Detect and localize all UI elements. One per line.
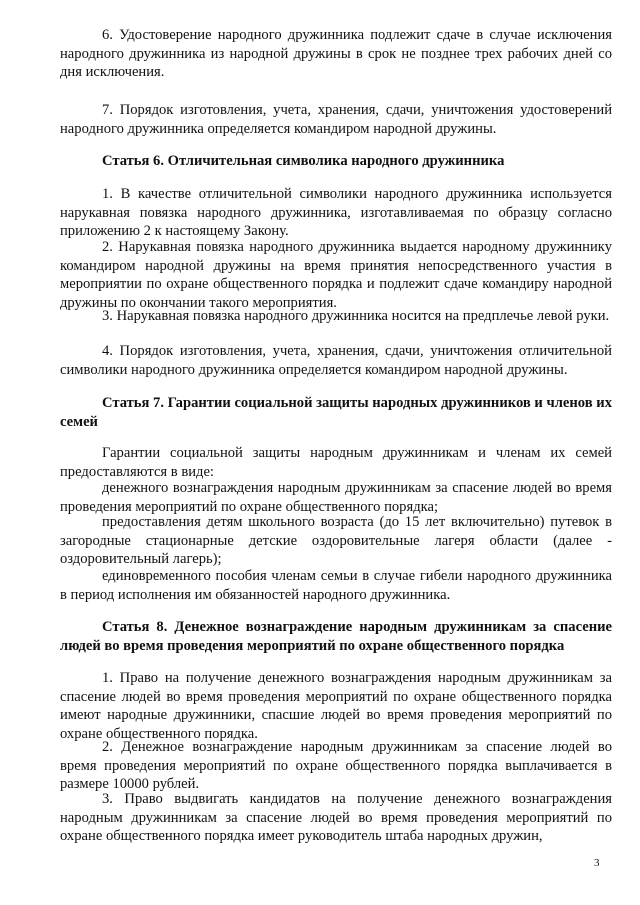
article-6-heading: Статья 6. Отличительная символика народного дружинника: [102, 153, 505, 169]
paragraph-7-certificate-procedure: 7. Порядок изготовления, учета, хранения, сдачи, уничтожения удостоверений народного дружинника определяется командиром народной дружины.: [60, 102, 612, 137]
article-8-heading: Статья 8. Денежное вознаграждение народным дружинникам за спасение людей во время проведения мероприятий по охране общественного порядка: [60, 619, 612, 654]
article-6-paragraph-3: 3. Нарукавная повязка народного дружинника носится на предплечье левой руки.: [102, 308, 610, 324]
article-7-item-vouchers: предоставления детям школьного возраста (до 15 лет включительно) путевок в загородные стационарные детские оздоровительные лагеря области (далее - оздоровительный лагерь);: [60, 514, 612, 568]
article-6-paragraph-2: 2. Нарукавная повязка народного дружинника выдается народному дружиннику командиром народной дружины на время принятия непосредственного участия в мероприятии по охране общественного порядка и подлежит сдаче командиру народной дружины по окончании такого мероприятия.: [60, 239, 612, 311]
paragraph-6-certificate-return: 6. Удостоверение народного дружинника подлежит сдаче в случае исключения народного дружинника из народной дружины в срок не позднее трех рабочих дней со дня исключения.: [60, 27, 612, 81]
page-number: 3: [594, 857, 600, 869]
article-7-intro: Гарантии социальной защиты народным дружинникам и членам их семей предоставляются в виде:: [60, 445, 612, 480]
article-7-item-allowance: единовременного пособия членам семьи в случае гибели народного дружинника в период исполнения им обязанностей народного дружинника.: [60, 568, 612, 603]
article-6-paragraph-4: 4. Порядок изготовления, учета, хранения, сдачи, уничтожения отличительной символики народного дружинника определяется командиром народной дружины.: [60, 343, 612, 378]
article-7-item-reward: денежного вознаграждения народным дружинникам за спасение людей во время проведения мероприятий по охране общественного порядка;: [60, 480, 612, 515]
article-6-paragraph-1: 1. В качестве отличительной символики народного дружинника используется нарукавная повязка народного дружинника, изготавливаемая по образцу согласно приложению 2 к настоящему Закону.: [60, 186, 612, 240]
article-8-paragraph-2: 2. Денежное вознаграждение народным дружинникам за спасение людей во время проведения мероприятий по охране общественного порядка выплачивается в размере 10000 рублей.: [60, 739, 612, 793]
article-8-paragraph-3: 3. Право выдвигать кандидатов на получение денежного вознаграждения народным дружинникам за спасение людей во время проведения мероприятий по охране общественного порядка имеет руководитель штаба народных дружин,: [60, 791, 612, 845]
article-8-paragraph-1: 1. Право на получение денежного вознаграждения народным дружинникам за спасение людей во время проведения мероприятий по охране общественного порядка имеют народные дружинники, спасшие людей во время проведения мероприятий по охране общественного порядка.: [60, 670, 612, 742]
article-7-heading: Статья 7. Гарантии социальной защиты народных дружинников и членов их семей: [60, 395, 612, 430]
